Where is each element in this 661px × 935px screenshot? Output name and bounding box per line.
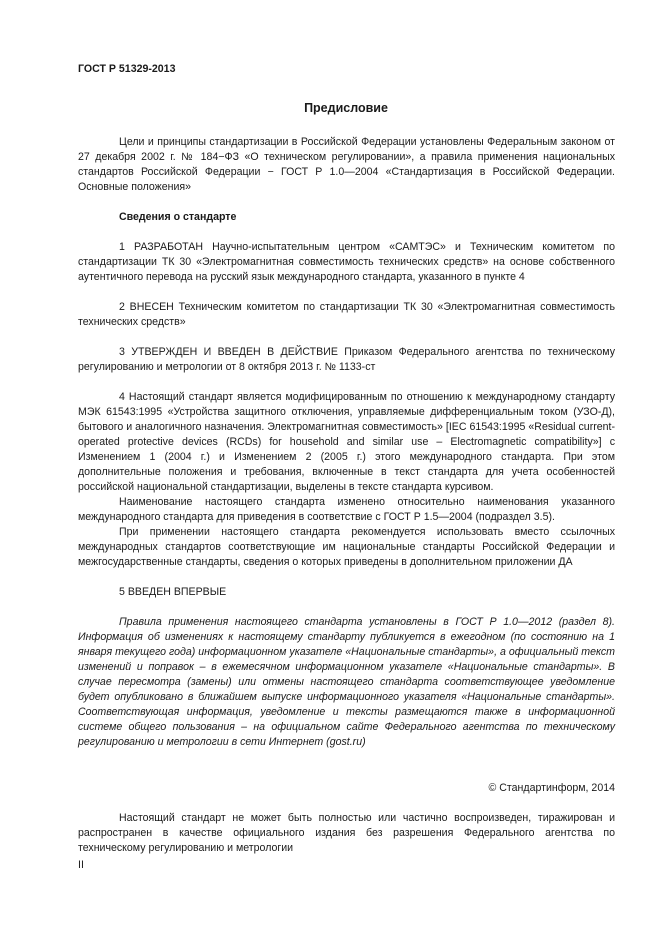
item-developed: 1 РАЗРАБОТАН Научно-испытательным центром «САМТЭС» и Техническим комитетом по стандартизации ТК 30 «Электромагнитная совместимость технических средств» на основе собственного аутентичного перевода на русский язык международного стандарта, указанного в пункте 4 — [78, 241, 615, 283]
item-name-changed: Наименование настоящего стандарта изменено относительно наименования указанного международного стандарта для приведения в соответствие с ГОСТ Р 1.5—2004 (подраздел 3.5). — [78, 496, 615, 523]
rules-notice: Правила применения настоящего стандарта установлены в ГОСТ Р 1.0—2012 (раздел 8). Информация об изменениях к настоящему стандарту публикуется в ежегодном (по состоянию на 1 января текущего года) информационном указателе «Национальные стандарты», а официальный текст изменений и поправок – в ежемесячном информационном указателе «Национальные стандарты». В случае пересмотра (замены) или отмены настоящего стандарта соответствующее уведомление будет опубликовано в ближайшем выпуске информационного указателя «Национальные стандарты». Соответствующая информация, уведомление и тексты размещаются также в информационной системе общего пользования – на официальном сайте Федерального агентства по техническому регулированию и метрологии в сети Интернет (gost.ru) — [78, 616, 615, 748]
item-introduced: 2 ВНЕСЕН Техническим комитетом по стандартизации ТК 30 «Электромагнитная совместимость технических средств» — [78, 301, 615, 328]
page-title: Предисловие — [304, 101, 388, 115]
copyright: © Стандартинформ, 2014 — [488, 782, 615, 794]
item-modified: 4 Настоящий стандарт является модифицированным по отношению к международному стандарту МЭК 61543:1995 «Устройства защитного отключения, управляемые дифференциальным током (УЗО-Д), бытового и аналогичного назначения. Электромагнитная совместимость» [IEC 61543:1995 «Residual current-operated protective devices (RCDs) for household and similar use – Electromagnetic compatibility»] с Изменением 1 (2004 г.) и Изменением 2 (2005 г.) этого международного стандарта. При этом дополнительные положения и требования, включенные в текст стандарта для учета особенностей российской национальной стандартизации, выделены в тексте стандарта курсивом. — [78, 391, 615, 493]
page-number: II — [78, 859, 84, 871]
intro-paragraph: Цели и принципы стандартизации в Российской Федерации установлены Федеральным законом от 27 декабря 2002 г. № 184−ФЗ «О техническом регулировании», а правила применения национальных стандартов Российской Федерации − ГОСТ Р 1.0—2004 «Стандартизация в Российской Федерации. Основные положения» — [78, 136, 615, 193]
item-first-time: 5 ВВЕДЕН ВПЕРВЫЕ — [119, 586, 227, 598]
info-heading: Сведения о стандарте — [119, 211, 237, 223]
item-approved: 3 УТВЕРЖДЕН И ВВЕДЕН В ДЕЙСТВИЕ Приказом Федерального агентства по техническому регулированию и метрологии от 8 октября 2013 г. № 1133-ст — [78, 346, 615, 373]
standard-number: ГОСТ Р 51329-2013 — [78, 63, 176, 75]
item-application: При применении настоящего стандарта рекомендуется использовать вместо ссылочных международных стандартов соответствующие им национальные стандарты Российской Федерации и межгосударственные стандарты, сведения о которых приведены в дополнительном приложении ДА — [78, 526, 615, 568]
foreword-body — [78, 135, 615, 750]
legal-notice: Настоящий стандарт не может быть полностью или частично воспроизведен, тиражирован и распространен в качестве официального издания без разрешения Федерального агентства по техническому регулированию и метрологии — [78, 812, 615, 854]
